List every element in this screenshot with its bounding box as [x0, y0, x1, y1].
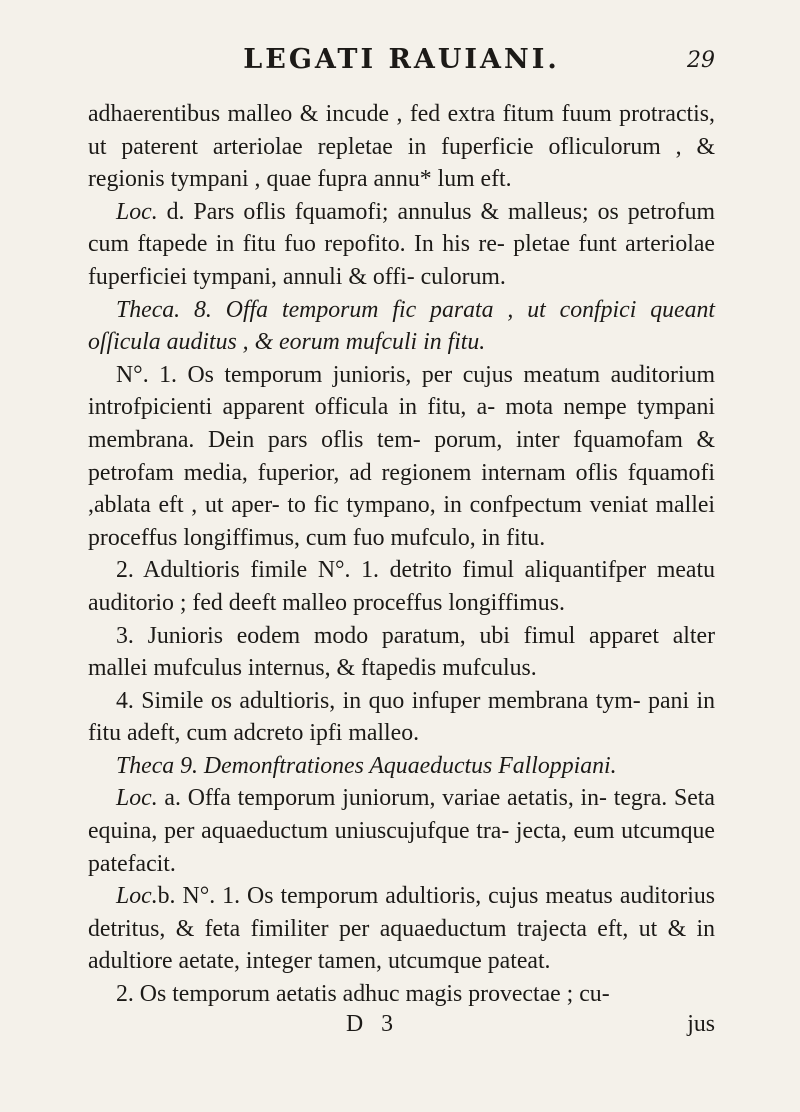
paragraph-3: [88, 294, 715, 359]
paragraph-6: [88, 620, 715, 685]
running-head: [88, 44, 715, 84]
paragraph-text: 2. Adultioris fimile N°. 1. detrito fimul aliquantifper meatu auditorio ; fed deeft malleo proceffus longiffimus.: [88, 557, 715, 616]
paragraph-lead: Loc.: [116, 883, 158, 910]
paragraph-text: 4. Simile os adultioris, in quo infuper membrana tym- pani in fitu adeft, cum adcreto ipfi malleo.: [88, 687, 715, 747]
signature-mark: D 3: [346, 1010, 400, 1037]
paragraph-text: adhaerentibus malleo & incude , fed extra fitum fuum protractis, ut paterent arteriolae repletae in fuperficie ofliculorum , & regionis tympani , quae fupra annu* lum eft.: [88, 101, 715, 193]
paragraph-8: [88, 750, 715, 783]
paragraph-lead: Loc.: [116, 198, 158, 225]
paragraph-10: [88, 880, 715, 978]
paragraph-heading: 9. Demonftrationes Aquaeductus Falloppiani.: [174, 752, 617, 779]
paragraph-text: 2. Os temporum aetatis adhuc magis provectae ; cu-: [116, 981, 610, 1008]
paragraph-text: N°. 1. Os temporum junioris, per cujus meatum auditorium introfpicienti apparent officula in fitu, a- mota nempe tympani membrana. Dein pars oflis tem- porum, inter fquamofam & petrofam media, fuperior, ad regionem internam oflis fquamofi ,ablata eft , ut aper- to fic tympano, in confpectum veniat mallei proceffus longiffimus, cum fuo mufculo, in fitu.: [88, 361, 715, 551]
paragraph-7: [88, 685, 715, 750]
paragraph-11: [88, 978, 715, 1011]
body-text: [88, 98, 715, 1011]
paragraph-9: [88, 782, 715, 880]
paragraph-5: [88, 554, 715, 619]
catchword: jus: [687, 1010, 715, 1037]
paragraph-2: [88, 196, 715, 294]
paragraph-1: [88, 98, 715, 196]
page-footer: [88, 1011, 715, 1045]
paragraph-lead: Theca.: [116, 296, 181, 323]
paragraph-heading: 8. Offa temporum fic parata , ut confpici queant oſſicula auditus , & eorum mufculi in fitu.: [88, 296, 715, 356]
paragraph-text: d. Pars oflis fquamofi; annulus & malleus; os petrofum cum ftapede in fitu fuo repofito. In his re- pletae funt arteriolae fuperficiei tympani, annuli & offi- culorum.: [88, 198, 715, 290]
paragraph-text: a. Offa temporum juniorum, variae aetatis, in- tegra. Seta equina, per aquaeductum uniuscujufque tra- jecta, eum utcumque patefacit.: [88, 785, 715, 877]
running-title: LEGATI RAUIANI.: [243, 44, 560, 75]
paragraph-4: [88, 359, 715, 555]
paragraph-lead: Loc.: [116, 785, 158, 812]
paragraph-text: b. N°. 1. Os temporum adultioris, cujus meatus auditorius detritus, & feta fimiliter per aquaeductum trajecta eft, ut & in adultiore aetate, integer tamen, utcumque pateat.: [88, 883, 715, 975]
paragraph-text: 3. Junioris eodem modo paratum, ubi fimul apparet alter mallei mufculus internus, & ftapedis mufculus.: [88, 622, 715, 682]
page-number: 29: [687, 48, 715, 73]
paragraph-lead: Theca: [116, 752, 175, 779]
